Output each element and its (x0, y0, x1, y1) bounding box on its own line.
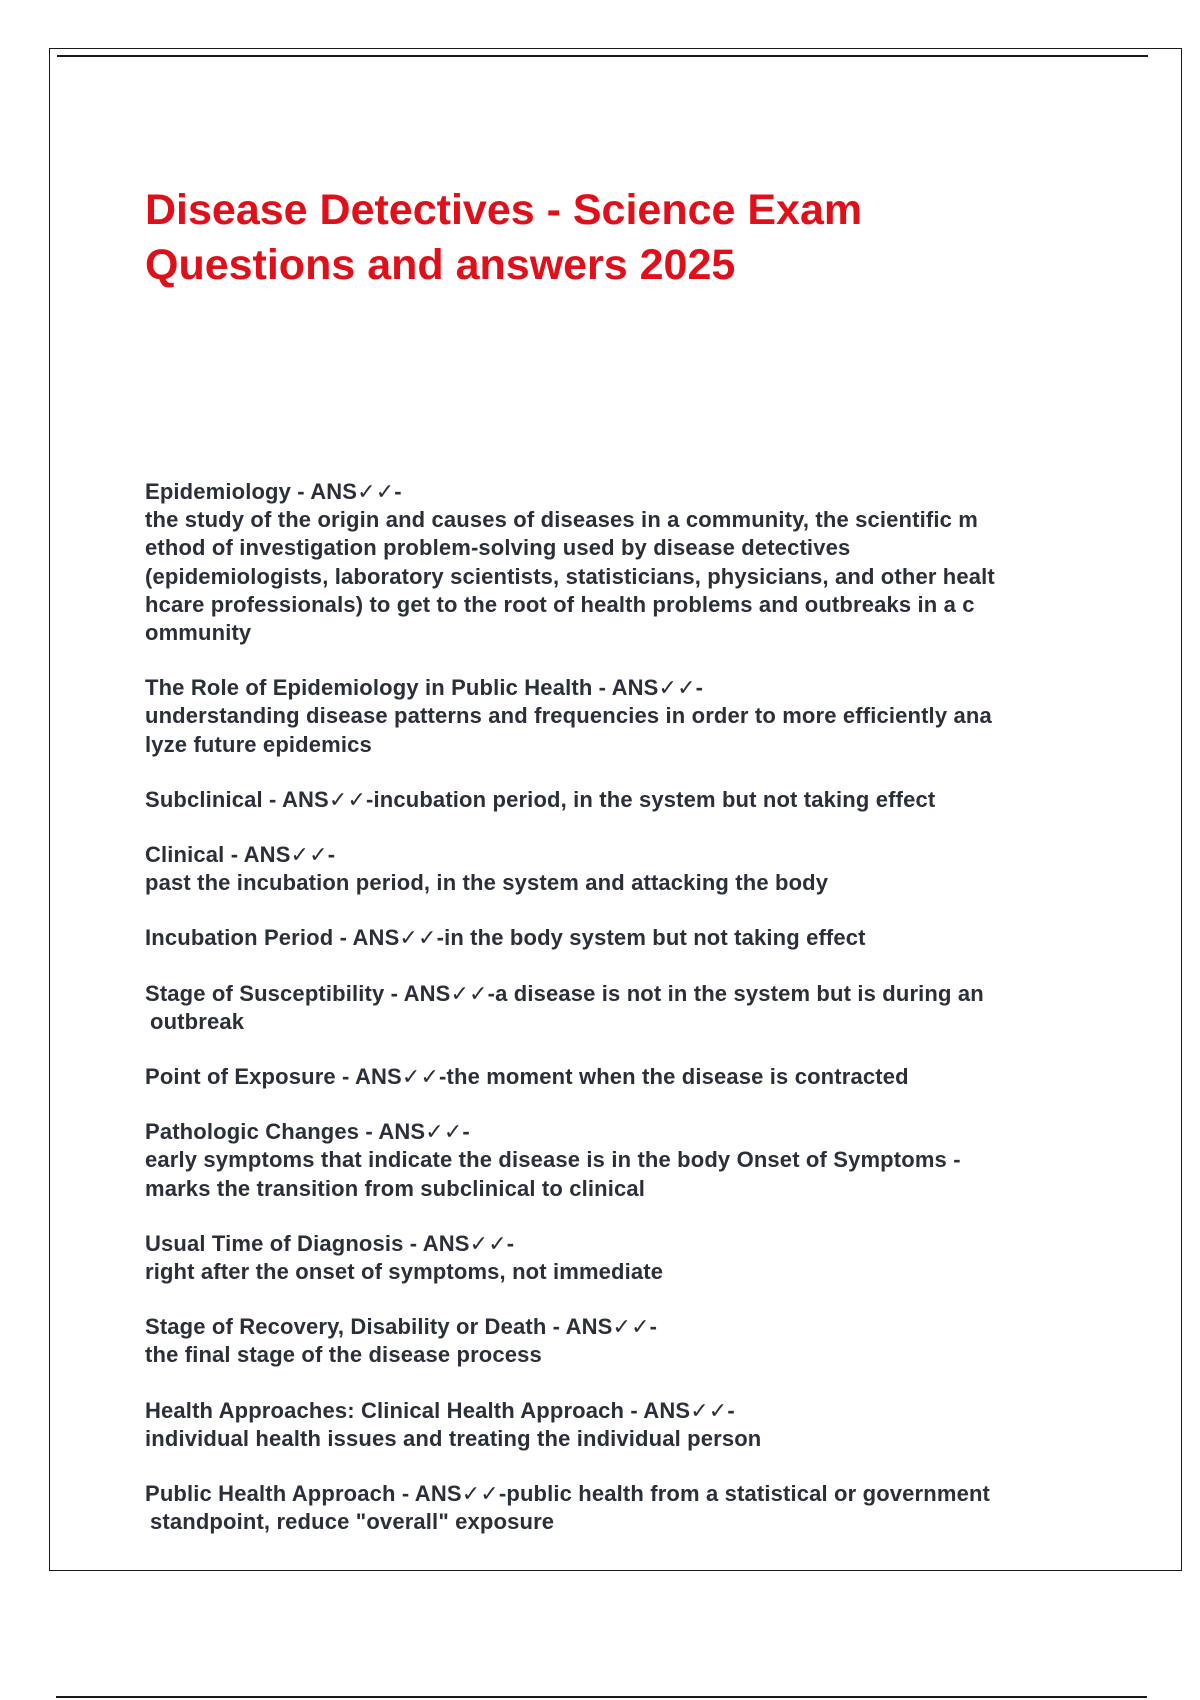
qa-line: lyze future epidemics (145, 731, 372, 757)
qa-line: Public Health Approach - ANS✓✓-public health from a statistical or government (145, 1481, 991, 1507)
top-rule (57, 55, 1148, 57)
bottom-rule (56, 1696, 1147, 1698)
qa-line: marks the transition from subclinical to clinical (145, 1175, 646, 1201)
qa-item (145, 1118, 1090, 1203)
qa-line: Usual Time of Diagnosis - ANS✓✓- (145, 1230, 515, 1256)
qa-line: ommunity (145, 620, 252, 646)
qa-item (145, 1397, 1090, 1453)
qa-list (145, 478, 1090, 1563)
qa-line: the final stage of the disease process (145, 1342, 542, 1368)
qa-item (145, 1313, 1090, 1369)
document-title (145, 183, 1045, 293)
qa-line: hcare professionals) to get to the root of health problems and outbreaks in a c (145, 591, 975, 617)
qa-line: individual health issues and treating the individual person (145, 1425, 762, 1451)
qa-item (145, 478, 1090, 647)
qa-line: the study of the origin and causes of diseases in a community, the scientific m (145, 507, 978, 533)
qa-line: Incubation Period - ANS✓✓-in the body system but not taking effect (145, 925, 866, 951)
qa-line: Stage of Recovery, Disability or Death - ANS✓✓- (145, 1314, 658, 1340)
qa-line: (epidemiologists, laboratory scientists, statisticians, physicians, and other healt (145, 563, 995, 589)
qa-line: early symptoms that indicate the disease is in the body Onset of Symptoms - (145, 1147, 961, 1173)
qa-line: Point of Exposure - ANS✓✓-the moment when the disease is contracted (145, 1064, 909, 1090)
qa-line: standpoint, reduce "overall" exposure (150, 1509, 555, 1535)
qa-line: Health Approaches: Clinical Health Approach - ANS✓✓- (145, 1397, 735, 1423)
qa-line: past the incubation period, in the system and attacking the body (145, 870, 829, 896)
qa-line: The Role of Epidemiology in Public Health - ANS✓✓- (145, 675, 704, 701)
qa-line: Pathologic Changes - ANS✓✓- (145, 1119, 470, 1145)
title-line: Questions and answers 2025 (145, 241, 736, 289)
title-line: Disease Detectives - Science Exam (145, 186, 863, 234)
qa-item (145, 980, 1090, 1036)
qa-line: outbreak (150, 1008, 245, 1034)
qa-line: ethod of investigation problem-solving used by disease detectives (145, 535, 851, 561)
qa-item (145, 924, 1090, 952)
qa-line: Clinical - ANS✓✓- (145, 842, 336, 868)
qa-item (145, 1230, 1090, 1286)
qa-item (145, 786, 1090, 814)
qa-item (145, 841, 1090, 897)
qa-item (145, 1480, 1090, 1536)
qa-item (145, 1063, 1090, 1091)
qa-line: Epidemiology - ANS✓✓- (145, 479, 402, 504)
qa-line: Stage of Susceptibility - ANS✓✓-a disease is not in the system but is during an (145, 980, 984, 1006)
qa-item (145, 674, 1090, 759)
qa-line: understanding disease patterns and frequencies in order to more efficiently ana (145, 703, 992, 729)
qa-line: right after the onset of symptoms, not immediate (145, 1259, 664, 1285)
qa-line: Subclinical - ANS✓✓-incubation period, in the system but not taking effect (145, 786, 936, 812)
